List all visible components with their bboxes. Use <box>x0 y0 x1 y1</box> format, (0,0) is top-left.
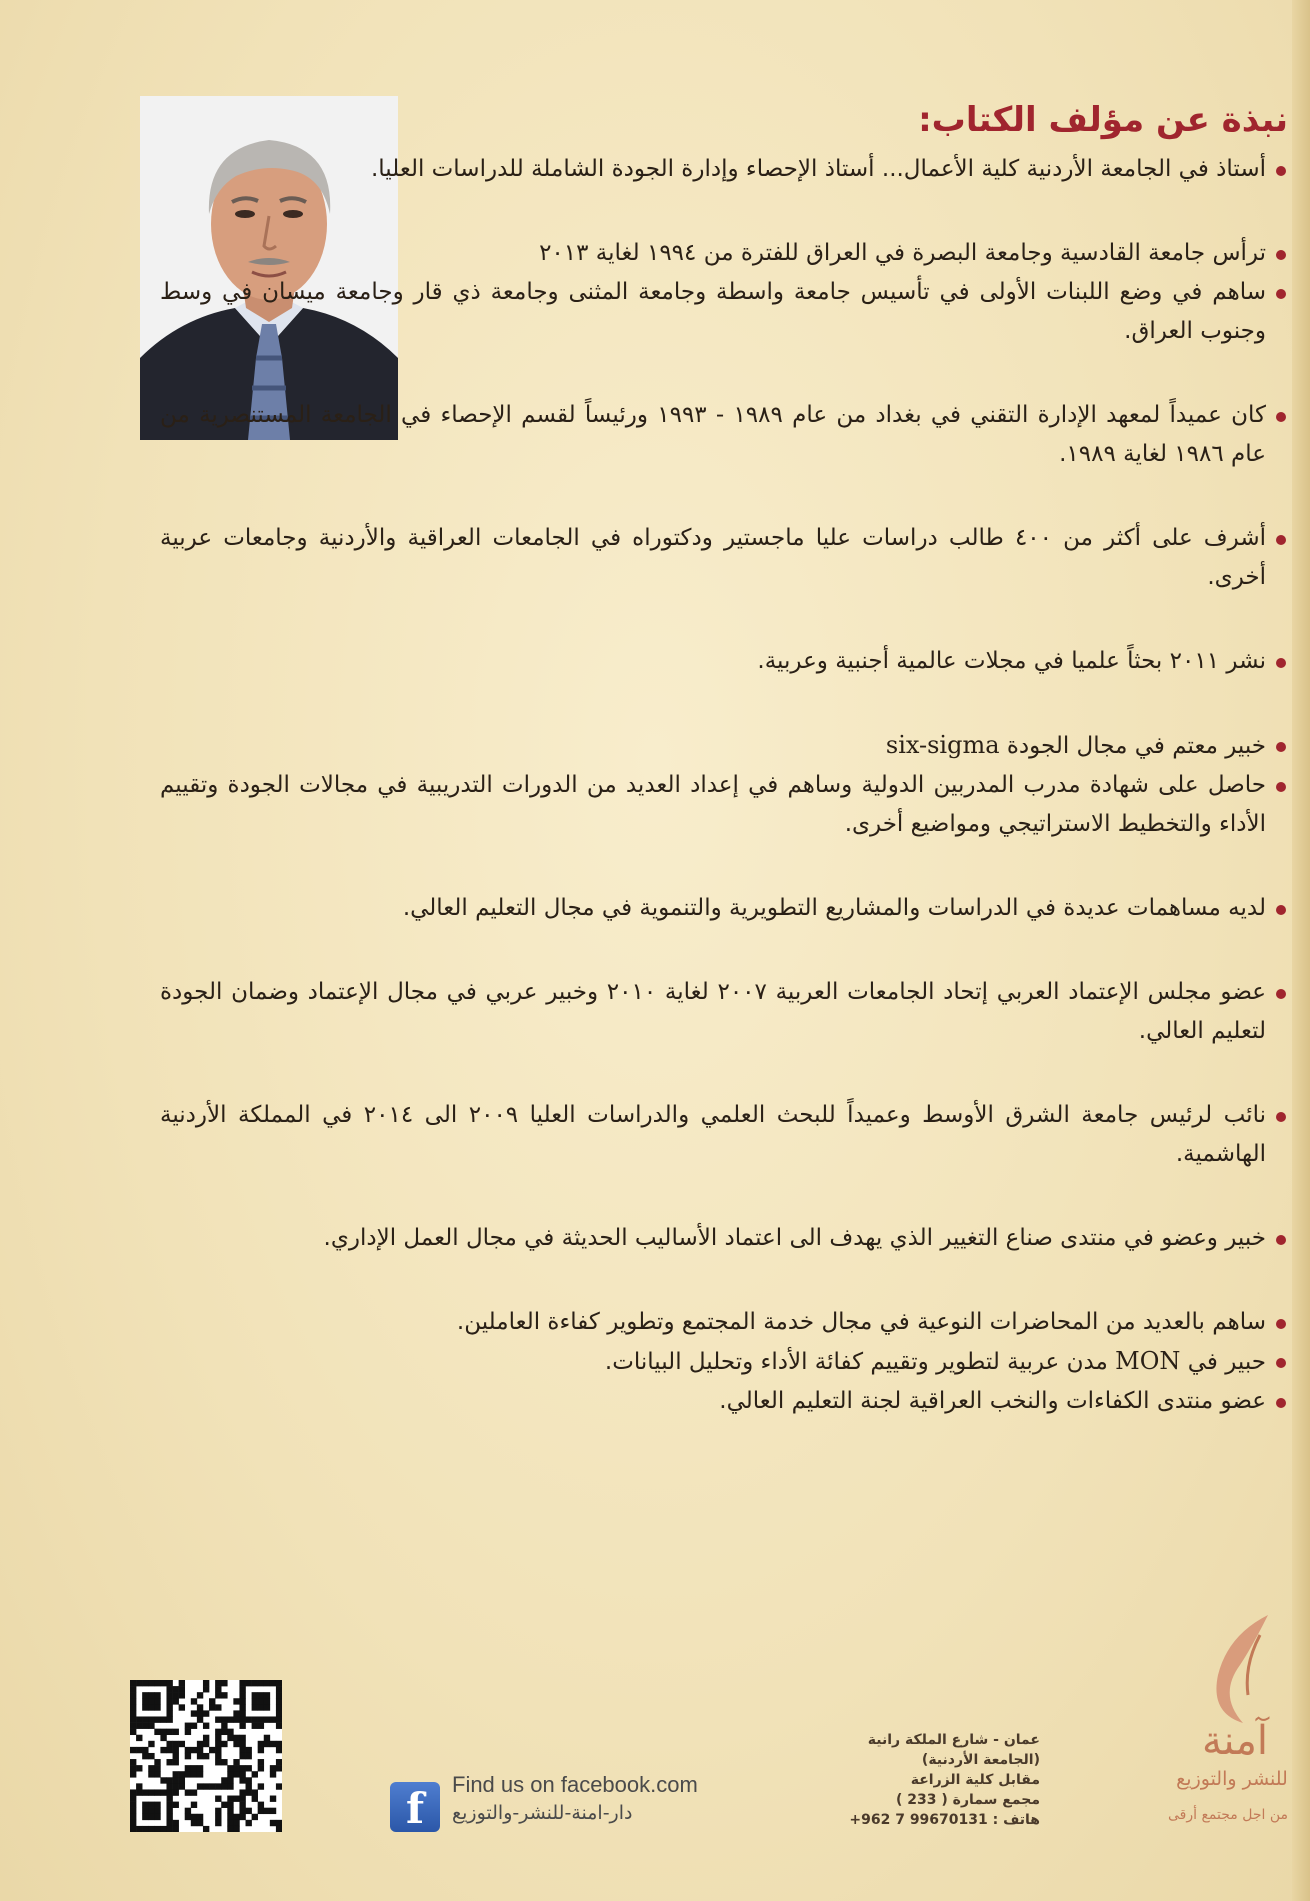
bio-item: لديه مساهمات عديدة في الدراسات والمشاريع التطويرية والتنموية في مجال التعليم العالي. <box>160 889 1288 928</box>
bio-item: أستاذ في الجامعة الأردنية كلية الأعمال... أستاذ الإحصاء وإدارة الجودة الشاملة للدراسات العليا. <box>160 150 1288 189</box>
section-heading: نبذة عن مؤلف الكتاب: <box>918 100 1288 140</box>
bio-item: أشرف على أكثر من ٤٠٠ طالب دراسات عليا ماجستير ودكتوراه في الجامعات العراقية والأردنية وجامعات عربية أخرى. <box>160 519 1288 597</box>
bio-item: عضو منتدى الكفاءات والنخب العراقية لجنة التعليم العالي. <box>160 1382 1288 1421</box>
address-line: مقابل كلية الزراعة <box>910 1772 1040 1788</box>
bio-item-text: خبير معتم في مجال الجودة <box>1006 733 1266 759</box>
bio-item: ترأس جامعة القادسية وجامعة البصرة في العراق للفترة من ١٩٩٤ لغاية ٢٠١٣ <box>160 234 1288 273</box>
bio-item: نشر ٢٠١١ بحثاً علميا في مجلات عالمية أجنبية وعربية. <box>160 642 1288 681</box>
bio-item: خبير وعضو في منتدى صناع التغيير الذي يهدف الى اعتماد الأساليب الحديثة في مجال العمل الإداري. <box>160 1219 1288 1258</box>
facebook-icon[interactable]: f <box>390 1782 440 1832</box>
address-line: عمان - شارع الملكة رانية <box>867 1732 1040 1748</box>
publisher-subtitle: للنشر والتوزيع <box>1176 1768 1288 1790</box>
bio-item: ساهم بالعديد من المحاضرات النوعية في مجال خدمة المجتمع وتطوير كفاءة العاملين. <box>160 1303 1288 1342</box>
six-sigma-label: six-sigma <box>885 731 1000 759</box>
publisher-name: آمنة <box>1201 1718 1269 1764</box>
bio-item <box>160 726 1288 766</box>
facebook-link[interactable]: Find us on facebook.com <box>452 1772 698 1797</box>
bio-item: كان عميداً لمعهد الإدارة التقني في بغداد من عام ١٩٨٩ - ١٩٩٣ ورئيساً لقسم الإحصاء في الجامعة المستنصرية من عام ١٩٨٦ لغاية ١٩٨٩. <box>160 396 1288 474</box>
author-bio-list <box>160 150 1288 1421</box>
bio-item <box>160 1342 1288 1382</box>
mon-label: MON <box>1115 1347 1181 1375</box>
bio-item: ساهم في وضع اللبنات الأولى في تأسيس جامعة واسطة وجامعة المثنى وجامعة ذي قار وجامعة ميسان في وسط وجنوب العراق. <box>160 273 1288 351</box>
address-line: مجمع سمارة ( 233 ) <box>896 1792 1040 1808</box>
bio-item: عضو مجلس الإعتماد العربي إتحاد الجامعات العربية ٢٠٠٧ لغاية ٢٠١٠ وخبير عربي في مجال الإعتماد وضمان الجودة لتعليم العالي. <box>160 973 1288 1051</box>
bio-item: حاصل على شهادة مدرب المدربين الدولية وساهم في إعداد العديد من الدورات التدريبية في مجالات الجودة وتقييم الأداء والتخطيط الاستراتيجي ومواضيع أخرى. <box>160 766 1288 844</box>
facebook-page-name: دار-امنة-للنشر-والتوزيع <box>452 1802 633 1824</box>
bio-item-text: مدن عربية لتطوير وتقييم كفائة الأداء وتحليل البيانات. <box>604 1349 1108 1375</box>
address-line: (الجامعة الأردنية) <box>921 1752 1040 1768</box>
qr-code[interactable] <box>130 1680 282 1832</box>
phone-number: +962 7 99670131 <box>849 1812 988 1828</box>
bio-item: نائب لرئيس جامعة الشرق الأوسط وعميداً للبحث العلمي والدراسات العليا ٢٠٠٩ الى ٢٠١٤ في المملكة الأردنية الهاشمية. <box>160 1096 1288 1174</box>
bio-item-text: حبير في <box>1187 1349 1266 1375</box>
publisher-address <box>800 1730 1040 1830</box>
publisher-tagline: من اجل مجتمع أرقى <box>1168 1807 1288 1823</box>
phone-label: هاتف : <box>992 1812 1040 1828</box>
address-phone-row <box>800 1810 1040 1830</box>
